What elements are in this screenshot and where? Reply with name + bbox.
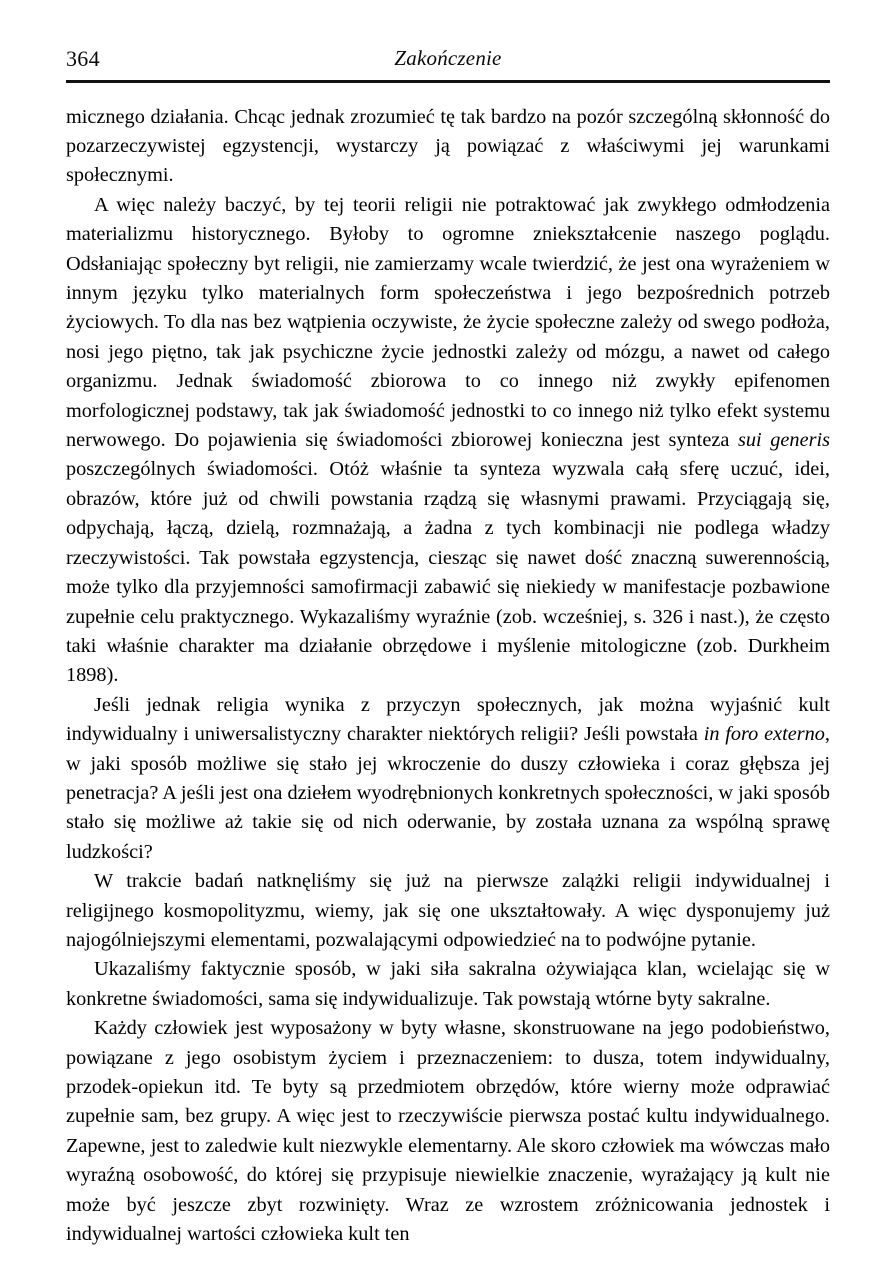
body-text xyxy=(66,103,830,1250)
body-paragraph xyxy=(66,1014,830,1249)
text-run: A więc należy baczyć, by tej teorii religii nie potraktować jak zwykłego odmłodzenia materializmu historycznego. Byłoby to ogromne zniekształcenie naszego poglądu. Odsłaniając społeczny byt religii, nie zamierzamy wcale twierdzić, że jest ona wyrażeniem w innym języku tylko materialnych form społeczeństwa i jego bezpośrednich potrzeb życiowych. To dla nas bez wątpienia oczywiste, że życie społeczne zależy od swego podłoża, nosi jego piętno, tak jak psychiczne życie jednostki zależy od mózgu, a nawet od całego organizmu. Jednak świadomość zbiorowa to co innego niż zwykły epifenomen morfologicznej podstawy, tak jak świadomość jednostki to co innego niż tylko efekt systemu nerwowego. Do pojawienia się świadomości zbiorowej konieczna jest synteza xyxy=(66,193,830,452)
body-paragraph xyxy=(66,691,830,867)
text-run: poszczególnych świadomości. Otóż właśnie ta synteza wyzwala całą sferę uczuć, idei, obrazów, które już od chwili powstania rządzą się własnymi prawami. Przyciągają się, odpychają, łączą, dzielą, rozmnażają, a żadna z tych kombinacji nie podlega władzy rzeczywistości. Tak powstała egzystencja, ciesząc się nawet dość znaczną suwerennością, może tylko dla przyjemności samofirmacji zabawić się niekiedy w manifestacje pozbawione zupełnie celu praktycznego. Wykazaliśmy wyraźnie (zob. wcześniej, s. 326 i nast.), że często taki właśnie charakter ma działanie obrzędowe i myślenie mitologiczne (zob. Durkheim 1898). xyxy=(66,458,830,687)
body-paragraph xyxy=(66,103,830,191)
text-run: Każdy człowiek jest wyposażony w byty własne, skonstruowane na jego podobieństwo, powiązane z jego osobistym życiem i przeznaczeniem: to dusza, totem indywidualny, przodek-opiekun itd. Te byty są przedmiotem obrzędów, które wierny może odprawiać zupełnie sam, bez grupy. A więc jest to rzeczywiście pierwsza postać kultu indywidualnego. Zapewne, jest to zaledwie kult niezwykle elementarny. Ale skoro człowiek ma wówczas mało wyraźną osobowość, do której się przypisuje niewielkie znaczenie, wyrażający ją kult nie może być jeszcze zbyt rozwinięty. Wraz ze wzrostem zróżnicowania jednostek i indywidualnej wartości człowieka kult ten xyxy=(66,1017,830,1246)
latin-phrase: sui generis xyxy=(737,429,830,452)
text-run: micznego działania. Chcąc jednak zrozumieć tę tak bardzo na pozór szczególną skłonność do pozarzeczywistej egzystencji, wystarczy ją powiązać z właściwymi jej warunkami społecznymi. xyxy=(66,105,830,187)
body-paragraph xyxy=(66,191,830,691)
header-rule xyxy=(66,80,830,83)
latin-phrase: in foro externo xyxy=(703,723,825,746)
page-content xyxy=(66,46,830,1249)
text-run: Jeśli jednak religia wynika z przyczyn społecznych, jak można wyjaśnić kult indywidualny i uniwersalistyczny charakter niektórych religii? Jeśli powstała xyxy=(66,693,830,746)
body-paragraph xyxy=(66,867,830,955)
page-number: 364 xyxy=(66,46,100,71)
running-head xyxy=(66,46,830,76)
text-run: , w jaki sposób możliwe się stało jej wkroczenie do duszy człowieka i coraz głębsza jej penetracja? A jeśli jest ona dziełem wyodrębnionych konkretnych społeczności, w jaki sposób stało się możliwe aż takie się od nich oderwanie, by została uznana za wspólną sprawę ludzkości? xyxy=(66,723,830,863)
running-head-title: Zakończenie xyxy=(394,46,502,70)
text-run: Ukazaliśmy faktycznie sposób, w jaki siła sakralna ożywiająca klan, wcielając się w konkretne świadomości, sama się indywidualizuje. Tak powstają wtórne byty sakralne. xyxy=(66,958,830,1010)
text-run: W trakcie badań natknęliśmy się już na pierwsze zalążki religii indywidualnej i religijnego kosmopolityzmu, wiemy, jak się one ukształtowały. A więc dysponujemy już najogólniejszymi elementami, pozwalającymi odpowiedzieć na to podwójne pytanie. xyxy=(66,870,830,951)
body-paragraph xyxy=(66,955,830,1014)
